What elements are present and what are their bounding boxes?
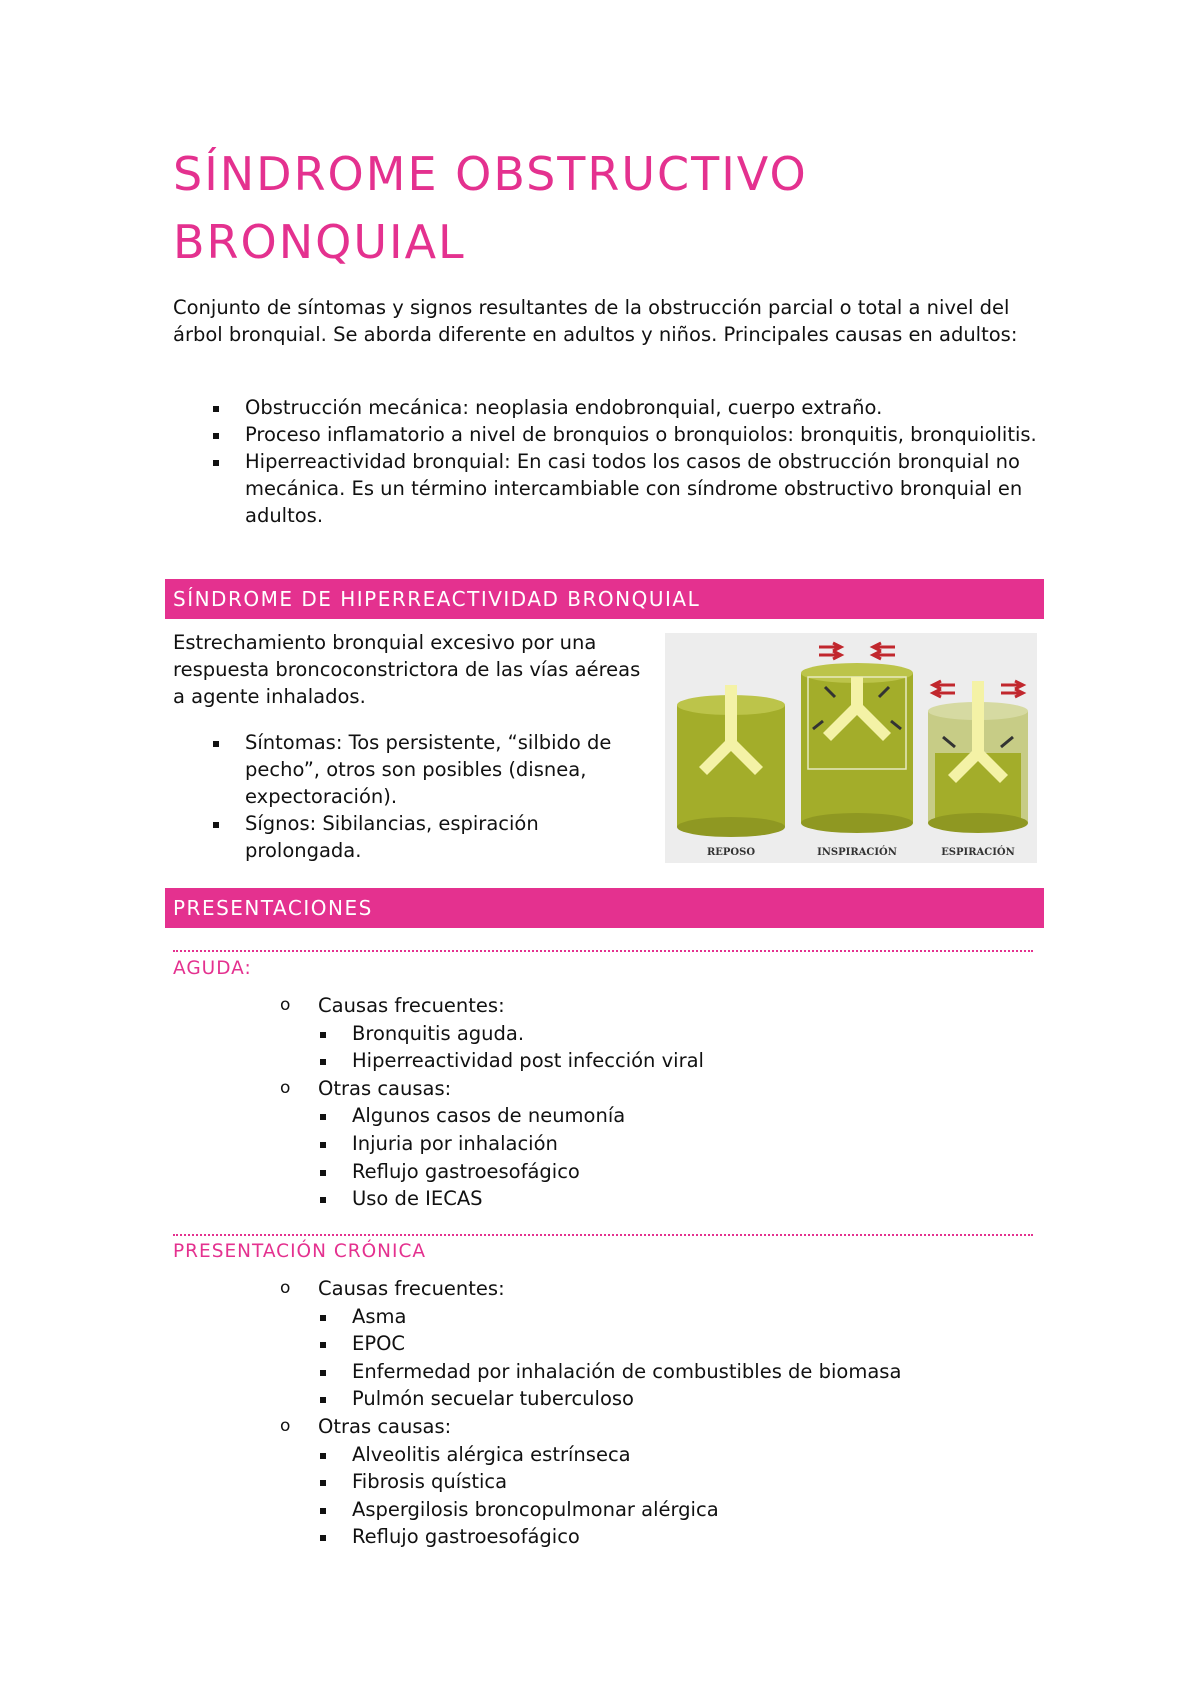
cause-item: Hiperreactividad bronquial: En casi todos los casos de obstrucción bronquial no mecánica. Es un término intercambiable con síndrome obstructivo bronquial en adultos. (173, 448, 1053, 529)
list-item: Algunos casos de neumonía (280, 1102, 1040, 1130)
signs-item: Sígnos: Sibilancias, espiración prolongada. (173, 810, 653, 864)
dotted-divider (173, 950, 1033, 952)
hiperreactividad-description: Estrechamiento bronquial excesivo por una respuesta broncoconstrictora de las vías aéreas a agente inhalados. (173, 631, 641, 708)
cronica-group (280, 1413, 1040, 1551)
cause-item: Obstrucción mecánica: neoplasia endobronquial, cuerpo extraño. (173, 394, 1053, 421)
circle-bullet-icon: o (280, 1278, 291, 1298)
label-espiracion: ESPIRACIÓN (941, 847, 1015, 858)
group-label: Causas frecuentes: (318, 994, 505, 1017)
inspiracion-cylinder (801, 643, 913, 833)
list-item: Reflujo gastroesofágico (280, 1158, 1040, 1186)
aguda-list (280, 992, 1040, 1213)
group-items (318, 1020, 1040, 1075)
subheading-aguda: AGUDA: (173, 958, 252, 979)
label-reposo: REPOSO (706, 847, 756, 858)
label-inspiracion: INSPIRACIÓN (817, 847, 897, 858)
list-item: Asma (280, 1303, 1040, 1331)
page-title (173, 140, 1053, 276)
subheading-cronica: PRESENTACIÓN CRÓNICA (173, 1241, 427, 1262)
dotted-divider (173, 1234, 1033, 1236)
list-item: Reflujo gastroesofágico (280, 1523, 1040, 1551)
list-item: Bronquitis aguda. (280, 1020, 1040, 1048)
group-label: Causas frecuentes: (318, 1277, 505, 1300)
group-items (318, 1102, 1040, 1212)
list-item: Alveolitis alérgica estrínseca (280, 1441, 1040, 1469)
title-line-2: BRONQUIAL (173, 215, 466, 269)
espiracion-cylinder (928, 681, 1028, 833)
section-heading-hiperreactividad: SÍNDROME DE HIPERREACTIVIDAD BRONQUIAL (165, 579, 1044, 619)
list-item: Enfermedad por inhalación de combustibles de biomasa (280, 1358, 1040, 1386)
cause-item: Proceso inflamatorio a nivel de bronquios o bronquiolos: bronquitis, bronquiolitis. (173, 421, 1053, 448)
list-item: Pulmón secuelar tuberculoso (280, 1385, 1040, 1413)
group-label: Otras causas: (318, 1414, 452, 1438)
list-item: EPOC (280, 1330, 1040, 1358)
group-label: Otras causas: (318, 1076, 452, 1100)
airway-figure (665, 633, 1037, 863)
hiperreactividad-list (173, 729, 653, 864)
group-items (318, 1303, 1040, 1413)
cronica-group (280, 1275, 1040, 1413)
symptoms-item: Síntomas: Tos persistente, “silbido de pecho”, otros son posibles (disnea, expectoración). (173, 729, 653, 810)
section-heading-presentaciones: PRESENTACIONES (165, 888, 1044, 928)
title-line-1: SÍNDROME OBSTRUCTIVO (173, 147, 808, 201)
group-items (318, 1441, 1040, 1551)
cronica-list (280, 1275, 1040, 1551)
circle-bullet-icon: o (280, 1415, 291, 1436)
intro-paragraph: Conjunto de síntomas y signos resultantes de la obstrucción parcial o total a nivel del árbol bronquial. Se aborda diferente en adultos y niños. Principales causas en adultos: (173, 296, 1018, 346)
list-item: Aspergilosis broncopulmonar alérgica (280, 1496, 1040, 1524)
circle-bullet-icon: o (280, 1077, 291, 1098)
list-item: Hiperreactividad post infección viral (280, 1047, 1040, 1075)
circle-bullet-icon: o (280, 995, 291, 1015)
causes-list (173, 394, 1053, 529)
aguda-group (280, 1075, 1040, 1213)
list-item: Uso de IECAS (280, 1185, 1040, 1213)
airway-diagram (665, 633, 1037, 863)
aguda-group (280, 992, 1040, 1075)
reposo-cylinder (677, 685, 785, 837)
list-item: Fibrosis quística (280, 1468, 1040, 1496)
list-item: Injuria por inhalación (280, 1130, 1040, 1158)
